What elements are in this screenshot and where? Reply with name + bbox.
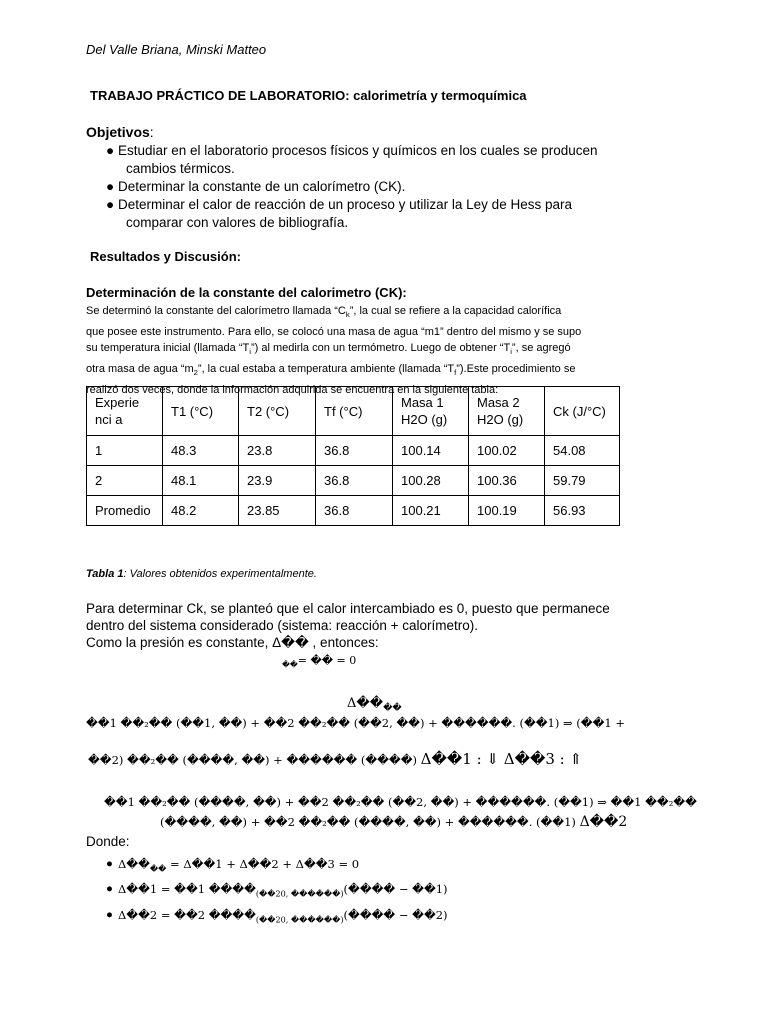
table-cell: 23.9 xyxy=(239,466,316,496)
equation: ��1 ��₂�� (��1, ��) + ��2 ��₂�� (��2, ��) + ������. (��1) ⇒ (��1 + xyxy=(86,716,625,730)
table-cell: 36.8 xyxy=(316,466,393,496)
table-cell: 59.79 xyxy=(545,466,620,496)
equation: ��2) ��₂�� (����, ��) + ������ (����) Δ��1 : ⇓ Δ��3 : ⇑ xyxy=(88,750,583,768)
ck-paragraph: Se determinó la constante del calorímetro llamada “$C_k$”, la cual se refiere a la capacidad calorífica que posee este instrumento. Para ello, se colocó una masa de agua “m1” dentro del mismo y se supo su temperatura inicial (llamada “$T_i$”) al medirla con un termómetro. Luego de obtener “$T_i$”, se agregó otra masa de agua “$m_2$”, la cual estaba a temperatura ambiente (llamada “$T_f”).Este$ procedimiento se realizó dos veces, donde la información adquirida se encuentra en la siguiente tabla: xyxy=(86,305,582,396)
list-item: ● Determinar la constante de un calorímetro (CK). xyxy=(106,179,406,194)
table-cell: 23.8 xyxy=(239,436,316,466)
table-cell: 100.19 xyxy=(469,496,545,526)
list-item-continuation: cambios térmicos. xyxy=(126,161,235,176)
objectives-heading: Objetivos: xyxy=(86,124,154,140)
list-item: ● $\Delta��_{��}$ = Δ��1 + Δ��2 + Δ��3 = 0 xyxy=(106,857,360,874)
table-header-row xyxy=(87,387,620,436)
table-header-cell: Tf (°C) xyxy=(316,387,393,436)
table-header-cell: Experie nci a xyxy=(87,387,163,436)
list-item: ● Determinar el calor de reacción de un proceso y utilizar la Ley de Hess para xyxy=(106,197,572,212)
authors: Del Valle Briana, Minski Matteo xyxy=(86,42,267,57)
table-cell: 48.3 xyxy=(163,436,239,466)
donde-list xyxy=(106,854,448,930)
table-cell: 2 xyxy=(87,466,163,496)
table-cell: 56.93 xyxy=(545,496,620,526)
list-item: ● Δ��2 = ��2 $����_{(��20, ������)}(����$ − ��2) xyxy=(106,907,448,924)
table-cell: 48.1 xyxy=(163,466,239,496)
table-row xyxy=(87,496,620,526)
body-text: Para determinar Ck, se planteó que el calor intercambiado es 0, puesto que permanece dentro del sistema considerado (sistema: reacción + calorímetro). Como la presión es constante, Δ�� , entonces: xyxy=(86,601,610,650)
table-cell: 48.2 xyxy=(163,496,239,526)
results-heading: Resultados y Discusión: xyxy=(90,249,241,264)
equation: ��1 ��₂�� (����, ��) + ��2 ��₂�� (��2, ��) + ������. (��1) ⇒ ��1 ��₂�� xyxy=(104,795,697,809)
table-cell: 100.21 xyxy=(393,496,469,526)
table-header-cell: Masa 1 H2O (g) xyxy=(393,387,469,436)
table-header-cell: Masa 2 H2O (g) xyxy=(469,387,545,436)
table-cell: 100.02 xyxy=(469,436,545,466)
data-table xyxy=(86,386,620,526)
table-cell: 1 xyxy=(87,436,163,466)
table-cell: Promedio xyxy=(87,496,163,526)
list-item: ● Estudiar en el laboratorio procesos físicos y químicos en los cuales se producen xyxy=(106,143,598,158)
table-cell: 100.14 xyxy=(393,436,469,466)
equation: $\Delta��_{��}$ xyxy=(347,696,402,714)
table-header-cell: T2 (°C) xyxy=(239,387,316,436)
table-cell: 36.8 xyxy=(316,436,393,466)
list-item-continuation: comparar con valores de bibliografía. xyxy=(126,215,349,230)
table-header-cell: Ck (J/°C) xyxy=(545,387,620,436)
table-cell: 36.8 xyxy=(316,496,393,526)
table-cell: 54.08 xyxy=(545,436,620,466)
table-cell: 23.85 xyxy=(239,496,316,526)
table-cell: 100.36 xyxy=(469,466,545,496)
table-caption: Tabla 1: Valores obtenidos experimentalmente. xyxy=(86,568,317,580)
ck-heading: Determinación de la constante del calorimetro (CK): xyxy=(86,285,407,300)
table-row xyxy=(87,436,620,466)
equation: $_{��}$= �� = 0 xyxy=(282,654,357,670)
equation: (����, ��) + ��2 ��₂�� (����, ��) + ������. (��1) Δ��2 xyxy=(160,814,628,830)
table-cell: 100.28 xyxy=(393,466,469,496)
page-title: TRABAJO PRÁCTICO DE LABORATORIO: calorimetría y termoquímica xyxy=(90,88,527,103)
objectives-list xyxy=(106,142,598,232)
table-row xyxy=(87,466,620,496)
table-header-cell: T1 (°C) xyxy=(163,387,239,436)
donde-label: Donde: xyxy=(86,834,130,849)
list-item: ● Δ��1 = ��1 $����_{(��20, ������)}(����$ − ��1) xyxy=(106,882,448,899)
